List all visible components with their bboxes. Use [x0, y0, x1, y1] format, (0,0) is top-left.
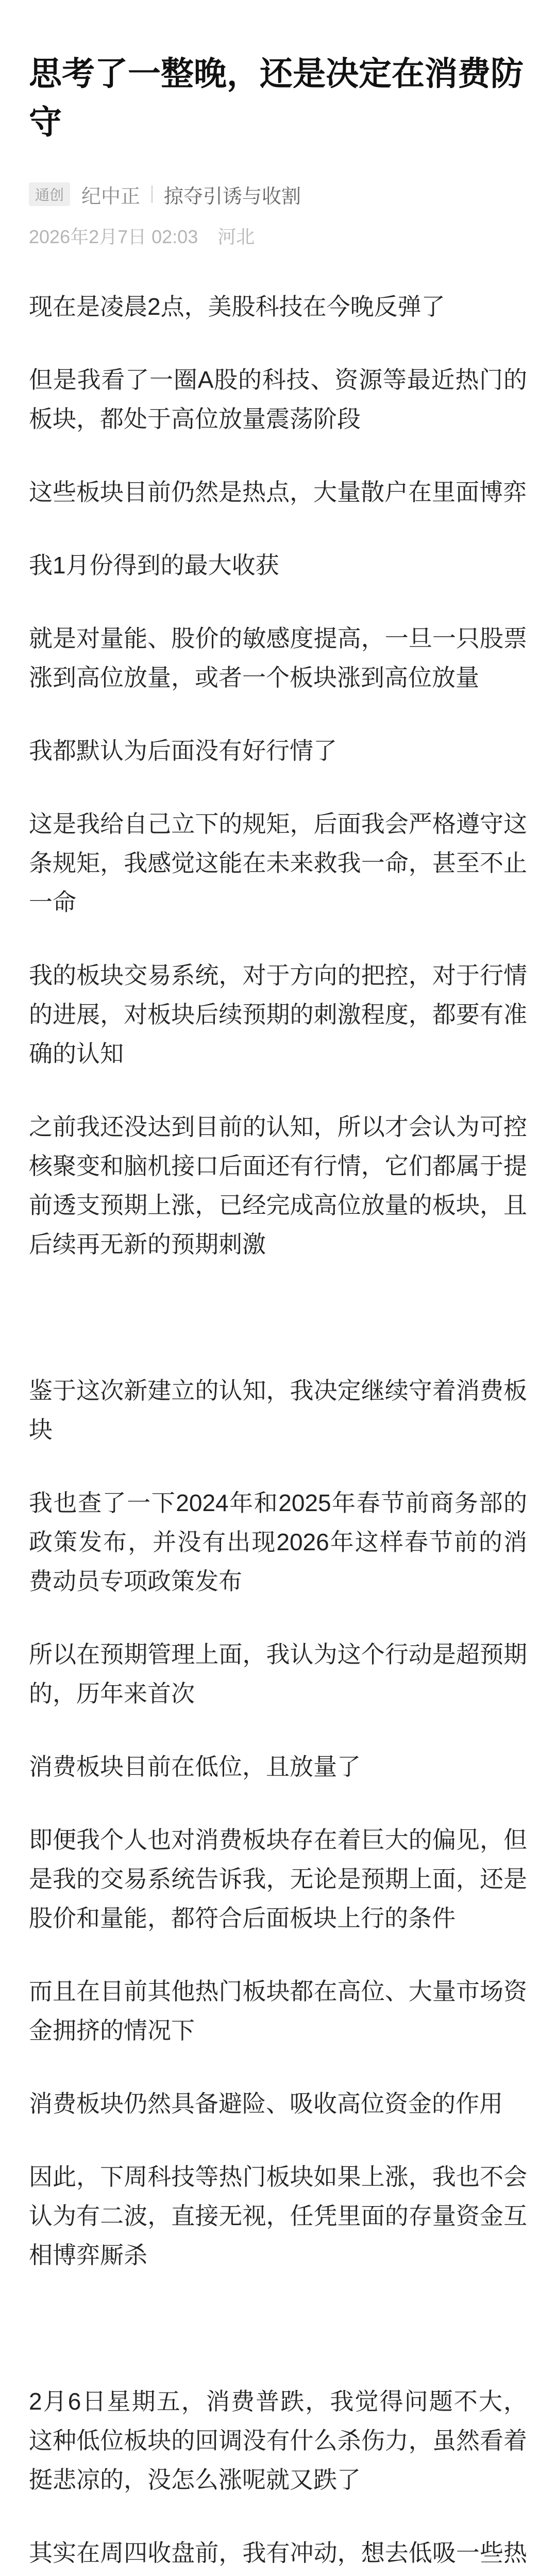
article-paragraph: 就是对量能、股价的敏感度提高，一旦一只股票涨到高位放量，或者一个板块涨到高位放量 [29, 625, 527, 691]
article-paragraph: 这是我给自己立下的规矩，后面我会严格遵守这条规矩，我感觉这能在未来救我一命，甚至不止一命 [29, 810, 527, 916]
meta-divider [151, 185, 153, 203]
article-title: 思考了一整晚，还是决定在消费防守 [29, 55, 524, 141]
author-name[interactable]: 纪中正 [81, 185, 141, 208]
article-spacer [29, 2309, 527, 2348]
article-paragraph: 但是我看了一圈A股的科技、资源等最近热门的板块，都处于高位放量震荡阶段 [29, 366, 527, 432]
article-paragraph: 因此，下周科技等热门板块如果上涨，我也不会认为有二波，直接无视，任凭里面的存量资金互相博弈厮杀 [29, 2163, 527, 2268]
article-paragraph: 消费板块目前在低位，且放量了 [29, 1753, 361, 1780]
article-paragraph: 所以在预期管理上面，我认为这个行动是超预期的，历年来首次 [29, 1641, 527, 1707]
article-paragraph: 消费板块仍然具备避险、吸收高位资金的作用 [29, 2090, 503, 2117]
original-badge: 通创 [29, 182, 70, 206]
article-paragraph: 现在是凌晨2点，美股科技在今晚反弹了 [29, 293, 445, 320]
article-spacer [29, 1298, 527, 1337]
article-paragraph: 之前我还没达到目前的认知，所以才会认为可控核聚变和脑机接口后面还有行情，它们都属于提前透支预期上涨，已经完成高位放量的板块，且后续再无新的预期刺激 [29, 1113, 527, 1258]
article-paragraph: 我1月份得到的最大收获 [29, 552, 279, 579]
article-paragraph: 我都默认为后面没有好行情了 [29, 737, 337, 764]
column-link[interactable]: 掠夺引诱与收割 [164, 185, 301, 208]
article-body [29, 287, 527, 2576]
article-paragraph: 即便我个人也对消费板块存在着巨大的偏见，但是我的交易系统告诉我，无论是预期上面，还是股价和量能，都符合后面板块上行的条件 [29, 1826, 527, 1931]
publish-info [29, 223, 527, 249]
article-paragraph: 其实在周四收盘前，我有冲动，想去低吸一些热 [29, 2539, 527, 2566]
article-paragraph: 鉴于这次新建立的认知，我决定继续守着消费板块 [29, 1377, 527, 1443]
publish-location: 河北 [217, 226, 255, 247]
article-paragraph: 这些板块目前仍然是热点，大量散户在里面博弈 [29, 479, 527, 505]
article-paragraph: 而且在目前其他热门板块都在高位、大量市场资金拥挤的情况下 [29, 1978, 527, 2044]
article-paragraph: 我的板块交易系统，对于方向的把控，对于行情的进展，对板块后续预期的刺激程度，都要有准确的认知 [29, 962, 527, 1067]
publish-date: 2026年2月7日 02:03 [29, 226, 198, 247]
article-paragraph: 我也查了一下2024年和2025年春节前商务部的政策发布，并没有出现2026年这样春节前的消费动员专项政策发布 [29, 1489, 527, 1595]
article-paragraph: 2月6日星期五，消费普跌，我觉得问题不大，这种低位板块的回调没有什么杀伤力，虽然看着挺悲凉的，没怎么涨呢就又跌了 [29, 2388, 527, 2493]
article-meta [29, 177, 527, 211]
